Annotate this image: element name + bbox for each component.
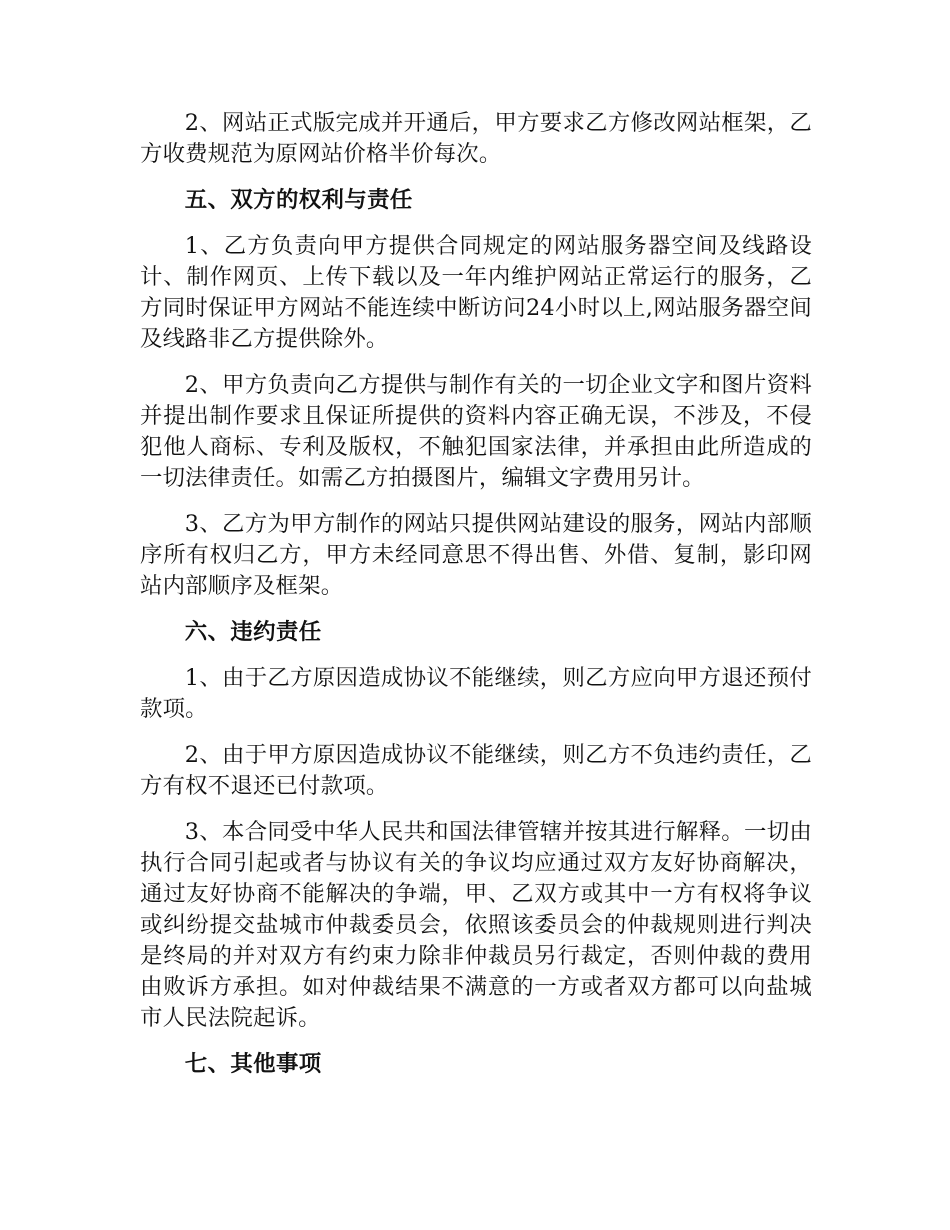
paragraph-party-a-materials: 2、甲方负责向乙方提供与制作有关的一切企业文字和图片资料并提出制作要求且保证所提供的资料内容正确无误，不涉及，不侵犯他人商标、专利及版权，不触犯国家法律，并承担由此所造成的一切法律责任。如需乙方拍摄图片，编辑文字费用另计。: [140, 372, 812, 491]
section-heading-other-matters: 七、其他事项: [184, 1051, 322, 1077]
paragraph-party-b-services: 1、乙方负责向甲方提供合同规定的网站服务器空间及线路设计、制作网页、上传下载以及一年内维护网站正常运行的服务，乙方同时保证甲方网站不能连续中断访问24小时以上,网站服务器空间及线路非乙方提供除外。: [140, 233, 812, 352]
paragraph-governing-law-arbitration: 3、本合同受中华人民共和国法律管辖并按其进行解释。一切由执行合同引起或者与协议有关的争议均应通过双方友好协商解决，通过友好协商不能解决的争端，甲、乙双方或其中一方有权将争议或纠纷提交盐城市仲裁委员会，依照该委员会的仲裁规则进行判决是终局的并对双方有约束力除非仲裁员另行裁定，否则仲裁的费用由败诉方承担。如对仲裁结果不满意的一方或者双方都可以向盐城市人民法院起诉。: [140, 819, 812, 1031]
document-page: [140, 108, 812, 1080]
paragraph-website-revision-fee: 2、网站正式版完成并开通后，甲方要求乙方修改网站框架，乙方收费规范为原网站价格半价每次。: [140, 110, 812, 167]
paragraph-party-a-breach: 2、由于甲方原因造成协议不能继续，则乙方不负违约责任，乙方有权不退还已付款项。: [140, 742, 812, 799]
section-heading-breach-liability: 六、违约责任: [184, 619, 322, 645]
paragraph-ownership: 3、乙方为甲方制作的网站只提供网站建设的服务，网站内部顺序所有权归乙方，甲方未经同意思不得出售、外借、复制，影印网站内部顺序及框架。: [140, 511, 812, 599]
paragraph-party-b-refund: 1、由于乙方原因造成协议不能继续，则乙方应向甲方退还预付款项。: [140, 665, 812, 722]
section-heading-rights-responsibilities: 五、双方的权利与责任: [184, 187, 413, 213]
